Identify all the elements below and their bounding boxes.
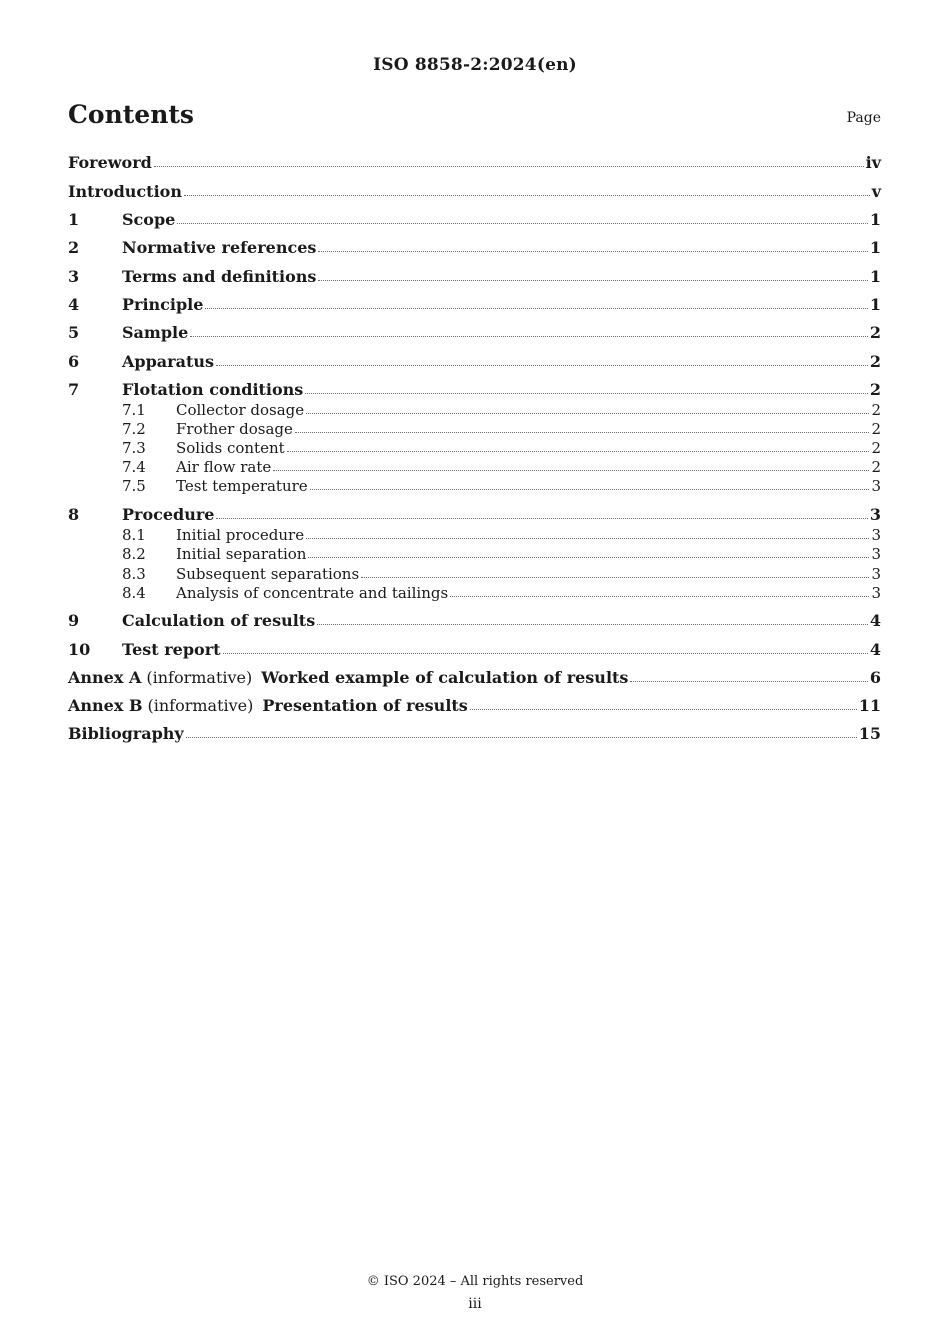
leader-dots	[306, 412, 869, 414]
toc-entry-procedure[interactable]	[68, 504, 881, 524]
toc-entry-page: 4	[869, 611, 881, 630]
annex-id: Annex B	[68, 696, 143, 715]
toc-entry-scope[interactable]	[68, 209, 881, 229]
toc-entry-air-flow-rate[interactable]	[68, 458, 881, 476]
toc-entry-label: Foreword	[68, 153, 152, 172]
contents-title: Contents	[68, 100, 195, 129]
toc-entry-test-temperature[interactable]	[68, 477, 881, 495]
toc-entry-label: Procedure	[122, 505, 215, 524]
toc-entry-number: 7.5	[122, 477, 146, 495]
leader-dots	[317, 623, 868, 625]
toc-entry-sample[interactable]	[68, 322, 881, 342]
toc-entry-number: 1	[68, 210, 80, 229]
toc-entry-label: Test temperature	[176, 477, 308, 495]
toc-entry-page: v	[871, 182, 881, 201]
toc-entry-apparatus[interactable]	[68, 351, 881, 371]
leader-dots	[205, 307, 867, 309]
leader-dots	[216, 364, 868, 366]
page-column-label: Page	[846, 110, 881, 126]
toc-entry-number: 10	[68, 640, 91, 659]
toc-entry-number: 9	[68, 611, 80, 630]
toc-entry-page: 2	[871, 420, 881, 438]
toc-entry-test-report[interactable]	[68, 639, 881, 659]
leader-dots	[287, 450, 870, 452]
toc-entry-number: 5	[68, 323, 80, 342]
toc-entry-solids-content[interactable]	[68, 439, 881, 457]
toc-entry-page: 2	[869, 323, 881, 342]
toc-entry-label: Worked example of calculation of results	[261, 668, 629, 687]
leader-dots	[305, 392, 868, 394]
toc-entry-normative-references[interactable]	[68, 237, 881, 257]
toc-entry-page: 3	[869, 505, 881, 524]
leader-dots	[186, 736, 857, 738]
toc-entry-page: 1	[869, 238, 881, 257]
toc-entry-label: Solids content	[176, 439, 285, 457]
toc-entry-label: Bibliography	[68, 724, 184, 743]
copyright-notice: © ISO 2024 – All rights reserved	[366, 1274, 584, 1289]
toc-entry-page: 15	[858, 724, 881, 743]
leader-dots	[177, 222, 868, 224]
toc-entry-label: Principle	[122, 295, 204, 314]
toc-entry-number: 8.3	[122, 565, 146, 583]
toc-entry-number: 6	[68, 352, 80, 371]
toc-entry-label: Flotation conditions	[122, 380, 304, 399]
leader-dots	[318, 250, 867, 252]
toc-entry-page: 3	[871, 545, 881, 563]
toc-entry-number: 8	[68, 505, 80, 524]
toc-entry-page: 3	[871, 565, 881, 583]
leader-dots	[306, 537, 869, 539]
toc-entry-page: 2	[871, 401, 881, 419]
toc-entry-annex-a[interactable]	[68, 667, 881, 687]
toc-entry-page: 1	[869, 267, 881, 286]
toc-entry-label: Scope	[122, 210, 176, 229]
toc-entry-number: 7.1	[122, 401, 146, 419]
toc-entry-flotation-conditions[interactable]	[68, 379, 881, 399]
toc-entry-introduction[interactable]	[68, 181, 881, 201]
toc-entry-subsequent-separations[interactable]	[68, 565, 881, 583]
toc-entry-label: Test report	[122, 640, 221, 659]
toc-entry-label: Apparatus	[122, 352, 214, 371]
annex-informative-note: (informative)	[147, 696, 254, 715]
toc-entry-page: 3	[871, 526, 881, 544]
toc-entry-page: 2	[869, 352, 881, 371]
toc-entry-label: Initial separation	[176, 545, 307, 563]
leader-dots	[190, 335, 868, 337]
toc-entry-label: Sample	[122, 323, 189, 342]
leader-dots	[310, 488, 870, 490]
page-number: iii	[468, 1296, 482, 1312]
leader-dots	[184, 194, 870, 196]
toc-entry-calculation-of-results[interactable]	[68, 610, 881, 630]
leader-dots	[223, 652, 868, 654]
document-id-header: ISO 8858-2:2024(en)	[373, 55, 577, 75]
toc-entry-label: Calculation of results	[122, 611, 316, 630]
toc-entry-number: 7	[68, 380, 80, 399]
toc-entry-page: 1	[869, 295, 881, 314]
toc-entry-initial-separation[interactable]	[68, 545, 881, 563]
toc-entry-number: 8.4	[122, 584, 146, 602]
toc-entry-number: 3	[68, 267, 80, 286]
toc-entry-page: 11	[858, 696, 881, 715]
toc-entry-label: Introduction	[68, 182, 182, 201]
toc-entry-page: iv	[865, 153, 881, 172]
toc-entry-initial-procedure[interactable]	[68, 526, 881, 544]
toc-entry-label: Frother dosage	[176, 420, 293, 438]
toc-entry-label: Initial procedure	[176, 526, 305, 544]
annex-id: Annex A	[68, 668, 142, 687]
toc-entry-foreword[interactable]	[68, 152, 881, 172]
toc-entry-collector-dosage[interactable]	[68, 401, 881, 419]
toc-entry-bibliography[interactable]	[68, 723, 881, 743]
toc-entry-label: Subsequent separations	[176, 565, 360, 583]
toc-entry-page: 3	[871, 477, 881, 495]
leader-dots	[470, 708, 857, 710]
toc-entry-number: 8.2	[122, 545, 146, 563]
leader-dots	[450, 595, 869, 597]
toc-entry-label: Terms and definitions	[122, 267, 317, 286]
leader-dots	[273, 469, 869, 471]
toc-entry-principle[interactable]	[68, 294, 881, 314]
toc-entry-page: 2	[869, 380, 881, 399]
toc-entry-number: 7.4	[122, 458, 146, 476]
toc-entry-annex-b[interactable]	[68, 695, 881, 715]
toc-entry-page: 1	[869, 210, 881, 229]
toc-entry-page: 2	[871, 458, 881, 476]
leader-dots	[216, 517, 867, 519]
leader-dots	[361, 576, 869, 578]
annex-informative-note: (informative)	[146, 668, 253, 687]
toc-entry-page: 6	[869, 668, 881, 687]
leader-dots	[295, 431, 870, 433]
toc-entry-page: 2	[871, 439, 881, 457]
toc-entry-analysis-of-concentrate[interactable]	[68, 584, 881, 602]
toc-entry-label: Air flow rate	[176, 458, 272, 476]
toc-entry-number: 7.2	[122, 420, 146, 438]
toc-entry-number: 2	[68, 238, 80, 257]
toc-entry-page: 4	[869, 640, 881, 659]
toc-entry-terms-and-definitions[interactable]	[68, 266, 881, 286]
leader-dots	[630, 680, 867, 682]
toc-entry-label: Analysis of concentrate and tailings	[176, 584, 449, 602]
toc-entry-label: Presentation of results	[262, 696, 468, 715]
contents-title-row	[68, 100, 881, 134]
toc-entry-page: 3	[871, 584, 881, 602]
toc-entry-frother-dosage[interactable]	[68, 420, 881, 438]
leader-dots	[154, 165, 864, 167]
toc-entry-number: 8.1	[122, 526, 146, 544]
leader-dots	[318, 279, 867, 281]
toc-entry-number: 4	[68, 295, 80, 314]
toc-entry-label: Collector dosage	[176, 401, 305, 419]
leader-dots	[308, 556, 869, 558]
toc-entry-label: Normative references	[122, 238, 317, 257]
toc-entry-number: 7.3	[122, 439, 146, 457]
